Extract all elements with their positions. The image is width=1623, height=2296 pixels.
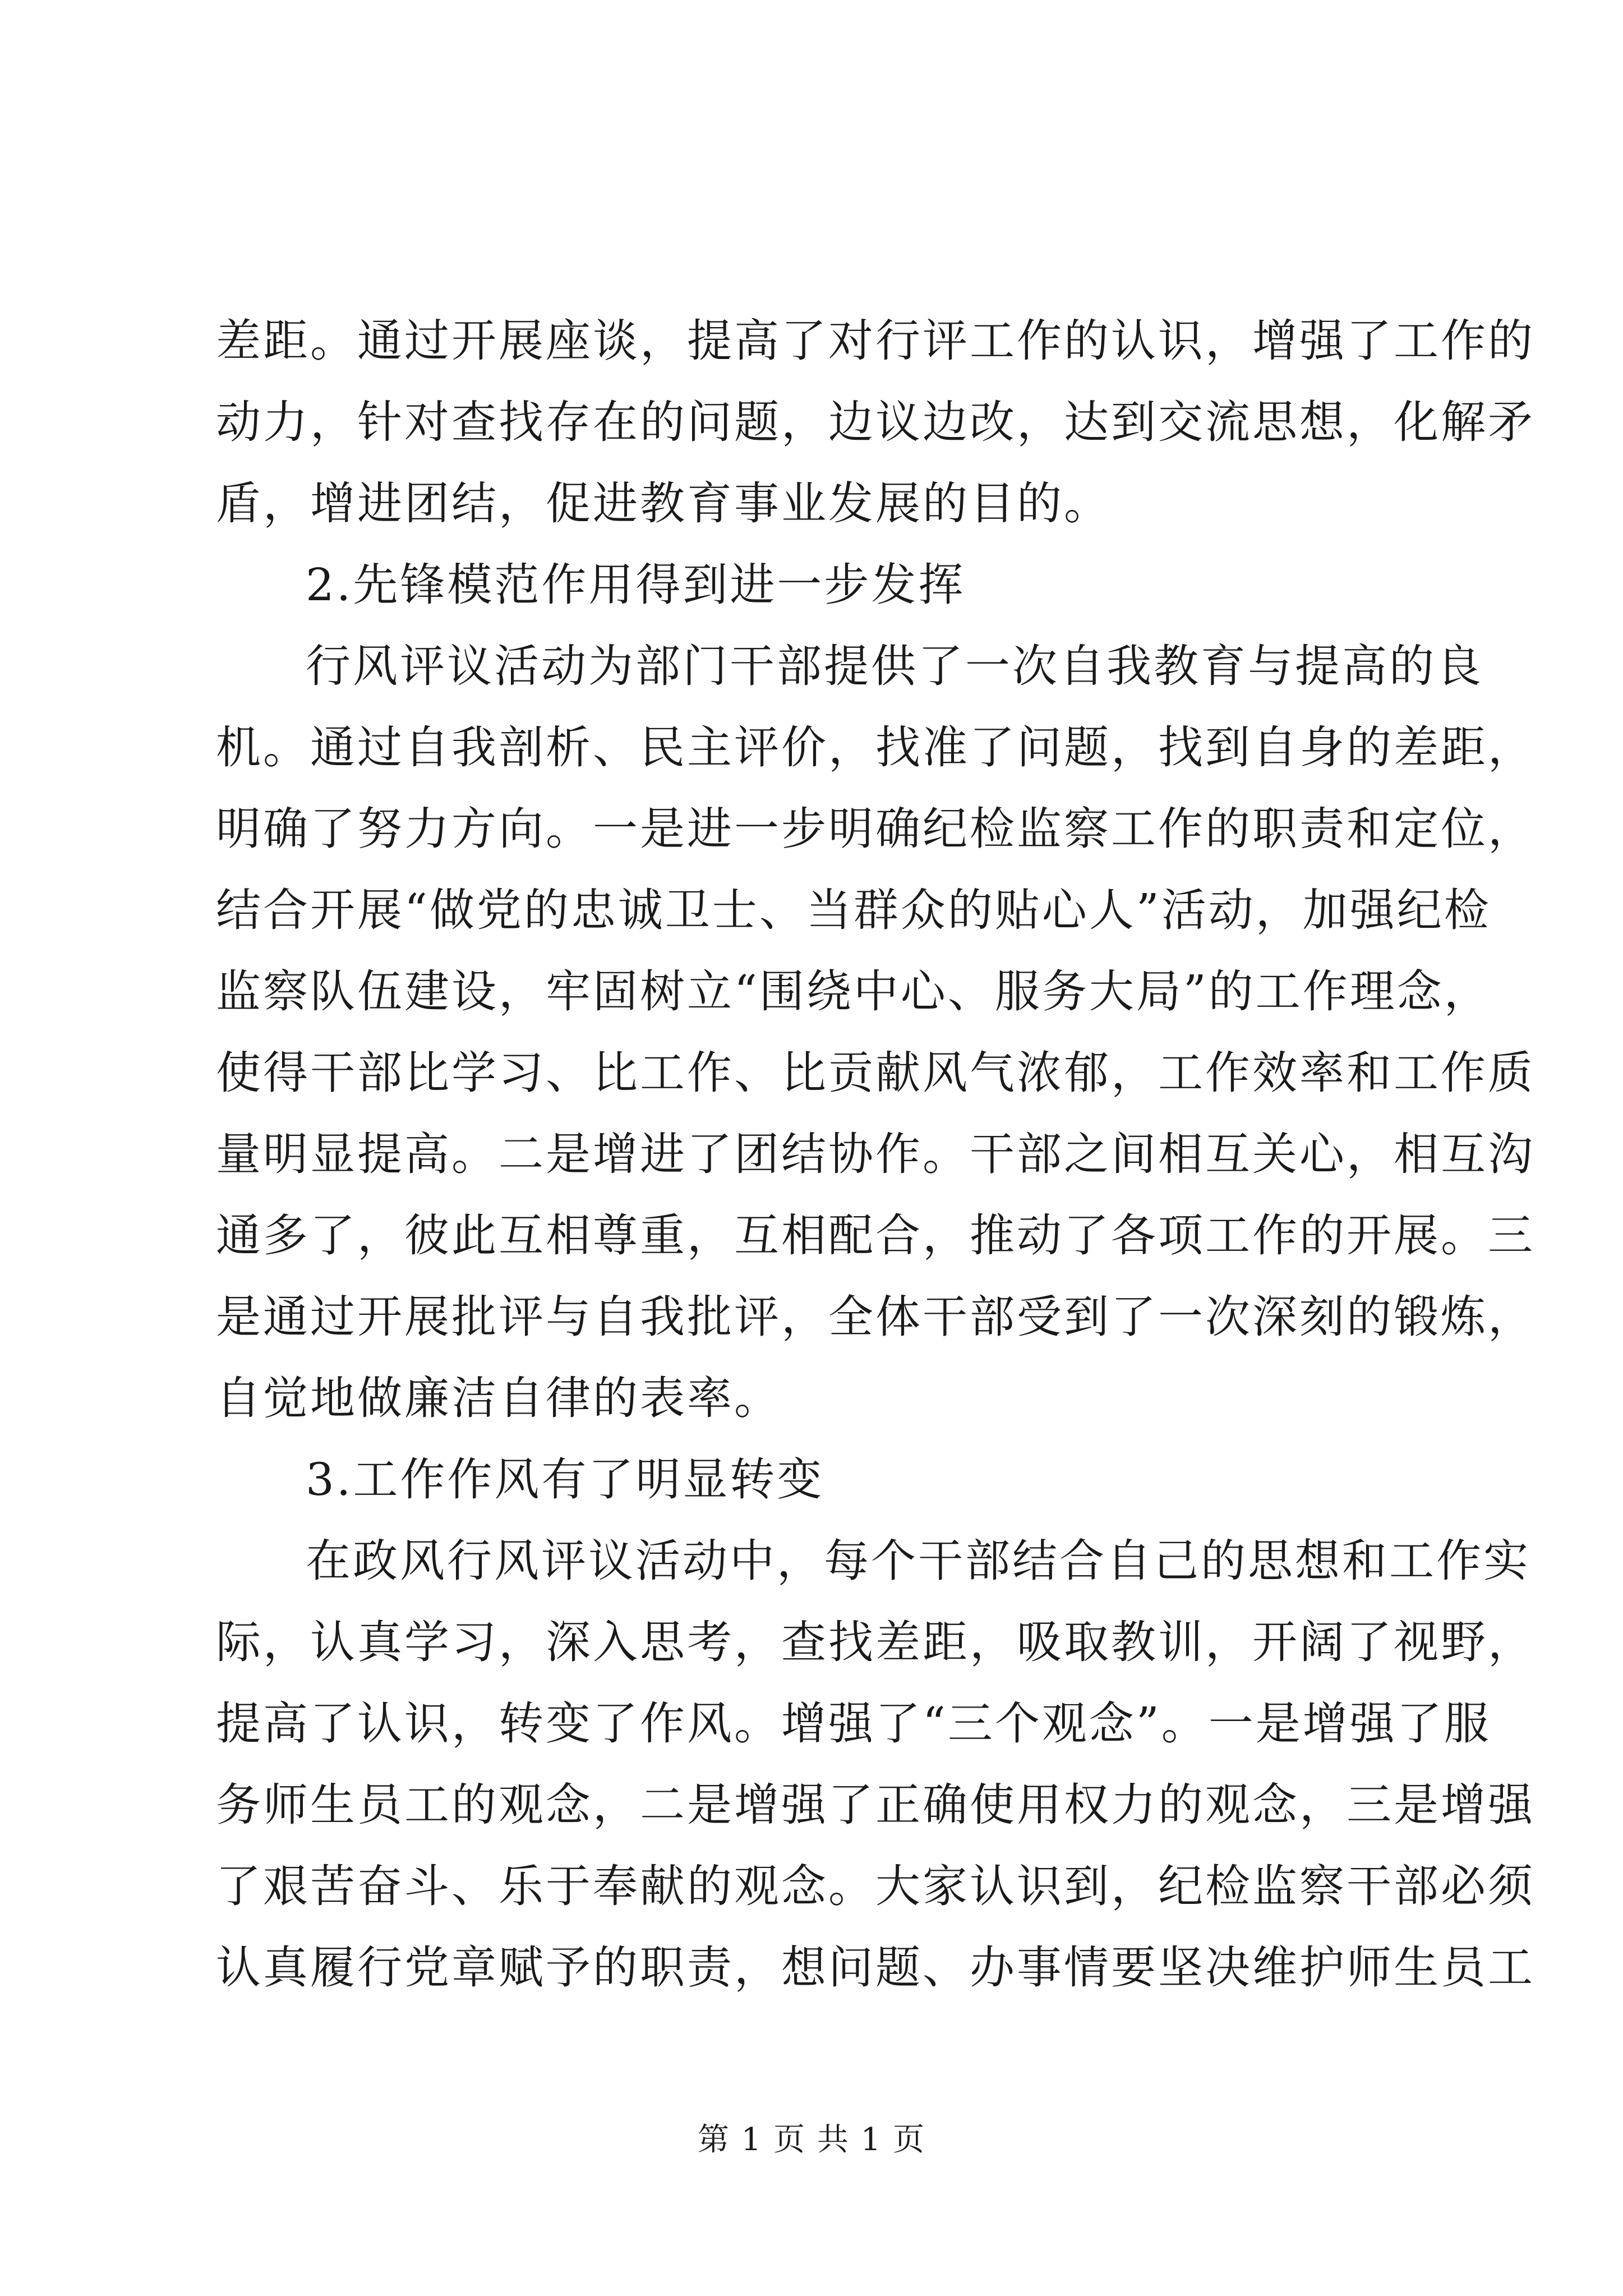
section-heading: 3.工作作风有了明显转变 <box>306 1453 824 1506</box>
text-line: 差距。通过开展座谈，提高了对行评工作的认识，增强了工作的 <box>216 315 1535 367</box>
document-body <box>216 300 1535 2008</box>
paragraph <box>216 625 1535 1439</box>
text-line: 使得干部比学习、比工作、比贡献风气浓郁，工作效率和工作质 <box>216 1047 1535 1099</box>
text-line: 了艰苦奋斗、乐于奉献的观念。大家认识到，纪检监察干部必须 <box>216 1860 1535 1912</box>
page-number-footer: 第 1 页 共 1 页 <box>697 2122 926 2158</box>
text-line: 动力，针对查找存在的问题，边议边改，达到交流思想，化解矛 <box>216 396 1535 448</box>
text-line: 是通过开展批评与自我批评，全体干部受到了一次深刻的锻炼， <box>216 1291 1535 1343</box>
paragraph <box>216 300 1535 544</box>
text-line: 通多了，彼此互相尊重，互相配合，推动了各项工作的开展。三 <box>216 1209 1535 1262</box>
text-line: 结合开展“做党的忠诚卫士、当群众的贴心人”活动，加强纪检 <box>216 884 1491 936</box>
text-line: 行风评议活动为部门干部提供了一次自我教育与提高的良 <box>306 640 1483 692</box>
text-line: 务师生员工的观念，二是增强了正确使用权力的观念，三是增强 <box>216 1779 1535 1831</box>
text-line: 自觉地做廉洁自律的表率。 <box>216 1372 781 1424</box>
text-line: 明确了努力方向。一是进一步明确纪检监察工作的职责和定位， <box>216 803 1535 855</box>
text-line: 盾，增进团结，促进教育事业发展的目的。 <box>216 477 1111 530</box>
text-line: 机。通过自我剖析、民主评价，找准了问题，找到自身的差距， <box>216 721 1535 774</box>
paragraph <box>216 1520 1535 2008</box>
text-line: 在政风行风评议活动中，每个干部结合自己的思想和工作实 <box>306 1535 1530 1587</box>
text-line: 量明显提高。二是增进了团结协作。干部之间相互关心，相互沟 <box>216 1128 1535 1180</box>
section-heading: 2.先锋模范作用得到进一步发挥 <box>306 559 966 611</box>
text-line: 监察队伍建设，牢固树立“围绕中心、服务大局”的工作理念， <box>216 965 1491 1018</box>
text-line: 认真履行党章赋予的职责，想问题、办事情要坚决维护师生员工 <box>216 1941 1535 1994</box>
text-line: 际，认真学习，深入思考，查找差距，吸取教训，开阔了视野， <box>216 1616 1535 1668</box>
text-line: 提高了认识，转变了作风。增强了“三个观念”。一是增强了服 <box>216 1697 1491 1750</box>
